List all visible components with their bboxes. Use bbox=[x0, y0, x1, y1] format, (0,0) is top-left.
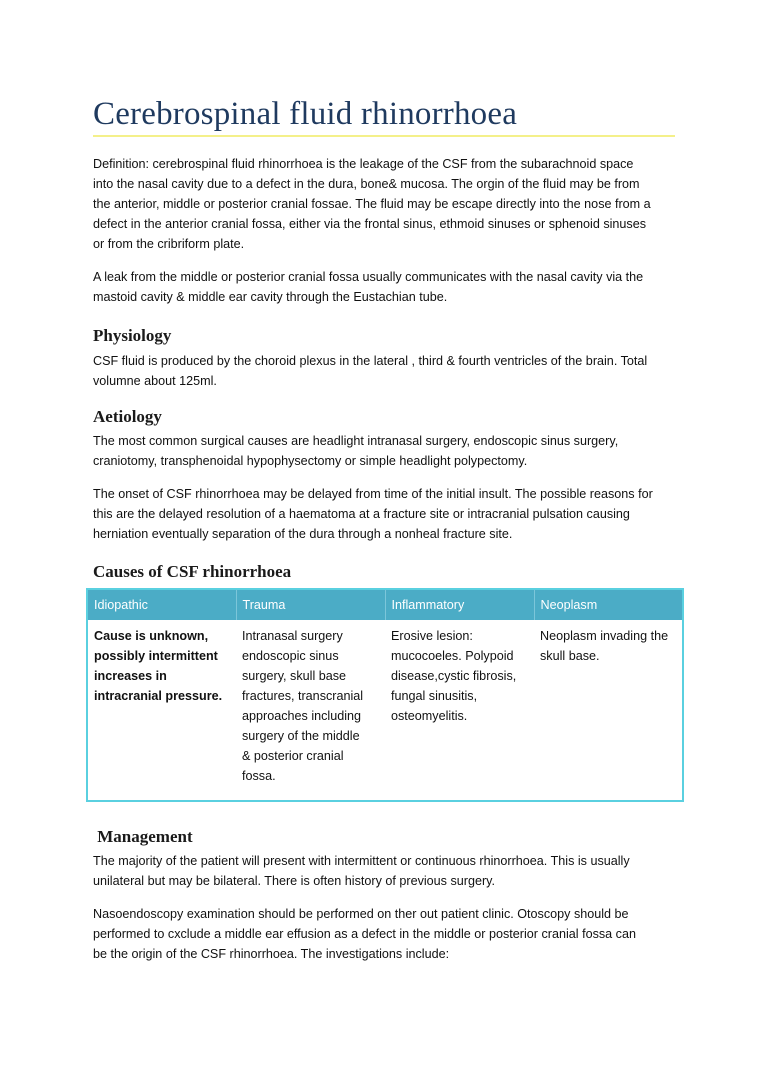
text-line: increases in bbox=[94, 669, 167, 683]
text-line: craniotomy, transphenoidal hypophysectomy or simple headlight polypectomy. bbox=[93, 454, 528, 468]
physiology-paragraph bbox=[93, 351, 647, 391]
management-heading: Management bbox=[93, 827, 193, 846]
management-paragraph-1 bbox=[93, 851, 630, 891]
leak-paragraph bbox=[93, 267, 643, 307]
header-neoplasm: Neoplasm bbox=[534, 589, 683, 620]
text-line: The majority of the patient will present with intermittent or continuous rhinorrhoea. This is usually bbox=[93, 854, 630, 868]
title-underline bbox=[93, 135, 675, 137]
text-line: Intranasal surgery bbox=[242, 629, 343, 643]
text-line: CSF fluid is produced by the choroid plexus in the lateral , third & fourth ventricles of the brain. Total bbox=[93, 354, 648, 368]
header-inflammatory: Inflammatory bbox=[385, 589, 534, 620]
text-line: be the origin of the CSF rhinorrhoea. The investigations include: bbox=[93, 947, 450, 961]
cell-trauma bbox=[236, 620, 385, 801]
text-line: surgery, skull base bbox=[242, 669, 347, 683]
text-line: mucocoeles. Polypoid bbox=[391, 649, 514, 663]
text-line: Nasoendoscopy examination should be performed on ther out patient clinic. Otoscopy should be bbox=[93, 907, 629, 921]
text-line: defect in the anterior cranial fossa, either via the frontal sinus, ethmoid sinuses or sphenoid sinuses bbox=[93, 217, 647, 231]
cell-neoplasm bbox=[534, 620, 683, 801]
table-header-row bbox=[87, 589, 683, 620]
aetiology-paragraph-2 bbox=[93, 484, 653, 544]
text-line: Erosive lesion: bbox=[391, 629, 473, 643]
text-line: Neoplasm invading the bbox=[540, 629, 669, 643]
text-line: performed to cxclude a middle ear effusion as a defect in the middle or posterior cranial fossa can bbox=[93, 927, 636, 941]
text-line: & posterior cranial bbox=[242, 749, 344, 763]
management-paragraph-2 bbox=[93, 904, 636, 964]
text-line: disease,cystic fibrosis, bbox=[391, 669, 517, 683]
text-line: fungal sinusitis, bbox=[391, 689, 478, 703]
aetiology-paragraph-1 bbox=[93, 431, 618, 471]
header-idiopathic: Idiopathic bbox=[87, 589, 236, 620]
aetiology-heading: Aetiology bbox=[93, 407, 162, 426]
text-line: into the nasal cavity due to a defect in the dura, bone& mucosa. The orgin of the fluid may be from bbox=[93, 177, 640, 191]
text-line: or from the cribriform plate. bbox=[93, 237, 245, 251]
cell-inflammatory bbox=[385, 620, 534, 801]
text-line: surgery of the middle bbox=[242, 729, 360, 743]
text-line: possibly intermittent bbox=[94, 649, 218, 663]
definition-paragraph bbox=[93, 154, 651, 254]
text-line: The onset of CSF rhinorrhoea may be delayed from time of the initial insult. The possible reasons for bbox=[93, 487, 653, 501]
table-row bbox=[87, 620, 683, 801]
cell-idiopathic bbox=[87, 620, 236, 801]
text-line: fractures, transcranial bbox=[242, 689, 364, 703]
text-line: endoscopic sinus bbox=[242, 649, 339, 663]
text-line: The most common surgical causes are headlight intranasal surgery, endoscopic sinus surgery, bbox=[93, 434, 619, 448]
text-line: this are the delayed resolution of a haematoma at a fracture site or intracranial pulsation causing bbox=[93, 507, 630, 521]
text-line: fossa. bbox=[242, 769, 276, 783]
header-trauma: Trauma bbox=[236, 589, 385, 620]
text-line: Cause is unknown, bbox=[94, 629, 209, 643]
text-line: approaches including bbox=[242, 709, 362, 723]
text-line: Definition: cerebrospinal fluid rhinorrhoea is the leakage of the CSF from the subarachnoid space bbox=[93, 157, 634, 171]
physiology-heading: Physiology bbox=[93, 326, 172, 345]
text-line: A leak from the middle or posterior cranial fossa usually communicates with the nasal cavity via the bbox=[93, 270, 644, 284]
text-line: herniation eventually separation of the dura through a nonheal fracture site. bbox=[93, 527, 513, 541]
text-line: osteomyelitis. bbox=[391, 709, 468, 723]
text-line: the anterior, middle or posterior cranial fossae. The fluid may be escape directly into the nose from a bbox=[93, 197, 651, 211]
causes-table bbox=[86, 588, 684, 802]
text-line: mastoid cavity & middle ear cavity through the Eustachian tube. bbox=[93, 290, 448, 304]
text-line: unilateral but may be bilateral. There is often history of previous surgery. bbox=[93, 874, 496, 888]
text-line: intracranial pressure. bbox=[94, 689, 223, 703]
causes-heading: Causes of CSF rhinorrhoea bbox=[93, 562, 292, 581]
text-line: skull base. bbox=[540, 649, 600, 663]
text-line: volumne about 125ml. bbox=[93, 374, 217, 388]
page-title: Cerebrospinal fluid rhinorrhoea bbox=[93, 96, 518, 132]
